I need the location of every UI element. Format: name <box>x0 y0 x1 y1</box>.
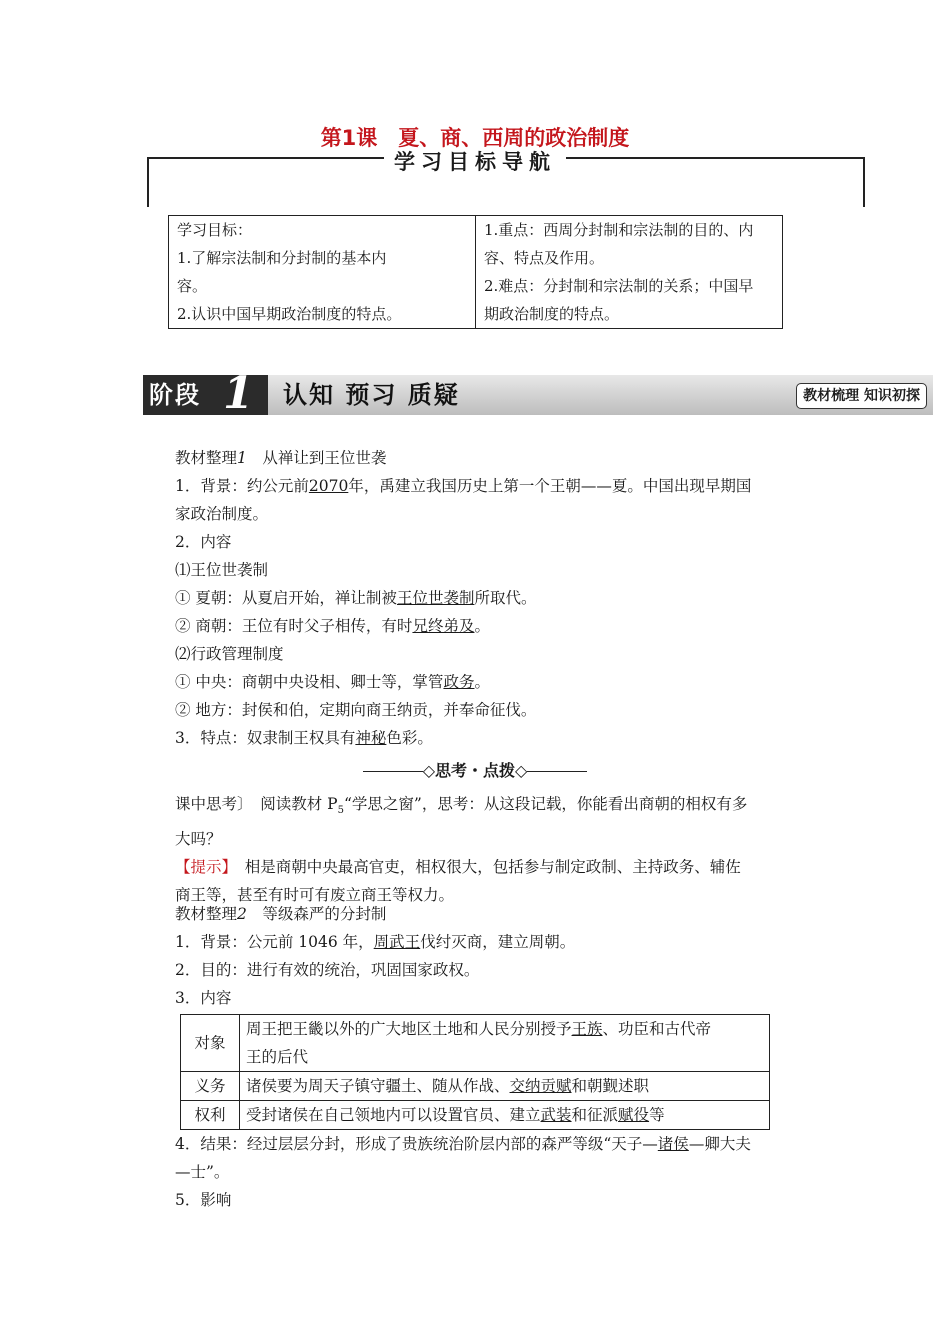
enfeoffment-table <box>180 1014 770 1130</box>
goals-left: 学习目标： 1.了解宗法制和分封制的基本内 容。 2.认识中国早期政治制度的特点。 <box>169 216 476 329</box>
goals-table <box>168 215 783 329</box>
table-row: 对象 周王把王畿以外的广大地区土地和人民分别授予王族、功臣和古代帝 王的后代 <box>181 1015 770 1072</box>
hint-label: 【提示】 <box>175 858 230 877</box>
think-divider: ◇思考・点拨◇ <box>0 758 950 781</box>
stage-tag: 教材梳理 知识初探 <box>796 383 927 409</box>
lesson-title: 第1课 夏、商、西周的政治制度 <box>320 126 630 150</box>
section1-heading: 教材整理1 从禅让到王位世袭 <box>175 449 387 467</box>
section2-heading: 教材整理2 等级森严的分封制 <box>175 905 387 923</box>
stage-banner <box>143 368 933 419</box>
table-row: 权利 受封诸侯在自己领地内可以设置官员、建立武装和征派赋役等 <box>181 1101 770 1130</box>
stage-word: 阶段 <box>143 375 268 415</box>
section2: 教材整理2 等级森严的分封制 1．背景：公元前 1046 年，周武王伐纣灭商，建立周朝。 2．目的：进行有效的统治，巩固国家政权。 3．内容 <box>175 900 810 1012</box>
stage-number: 1 <box>223 368 254 419</box>
goals-right: 1.重点：西周分封制和宗法制的目的、内 容、特点及作用。 2.难点：分封制和宗法制的关系；中国早 期政治制度的特点。 <box>476 216 783 329</box>
section3: 4．结果：经过层层分封，形成了贵族统治阶层内部的森严等级“天子—诸侯—卿大夫 —士”。 5．影响 <box>175 1135 751 1209</box>
section1: 教材整理1 从禅让到王位世袭 1．背景：约公元前2070年，禹建立我国历史上第一个王朝——夏。中国出现早期国 家政治制度。 2．内容 ⑴王位世袭制 ① 夏朝：从夏启开始，禅让制被王位世袭制所取代。 ② 商朝：王位有时父子相传，有时兄终弟及。 ⑵行政管理制度 ① 中央：商朝中央设相、卿士等，掌管政务。 ② 地方：封侯和伯，定期向商王纳贡，并奉命征伐。 3．特点：奴隶制王权具有神秘色彩。 <box>175 444 810 752</box>
think-section: 课中思考〕 阅读教材 $P_5“$学思之窗”，思考：从这段记载，你能看出商朝的相权有多 大吗？ 【提示】 相是商朝中央最高官吏，相权很大，包括参与制定政制、主持政务、辅佐 商王等，甚至有时可有废立商王等权力。 <box>175 795 748 905</box>
stage-title: 认知 预习 质疑 <box>283 381 460 409</box>
nav-title: 学习目标导航 <box>0 146 950 176</box>
table-row: 义务 诸侯要为周天子镇守疆土、随从作战、交纳贡赋和朝觐述职 <box>181 1072 770 1101</box>
